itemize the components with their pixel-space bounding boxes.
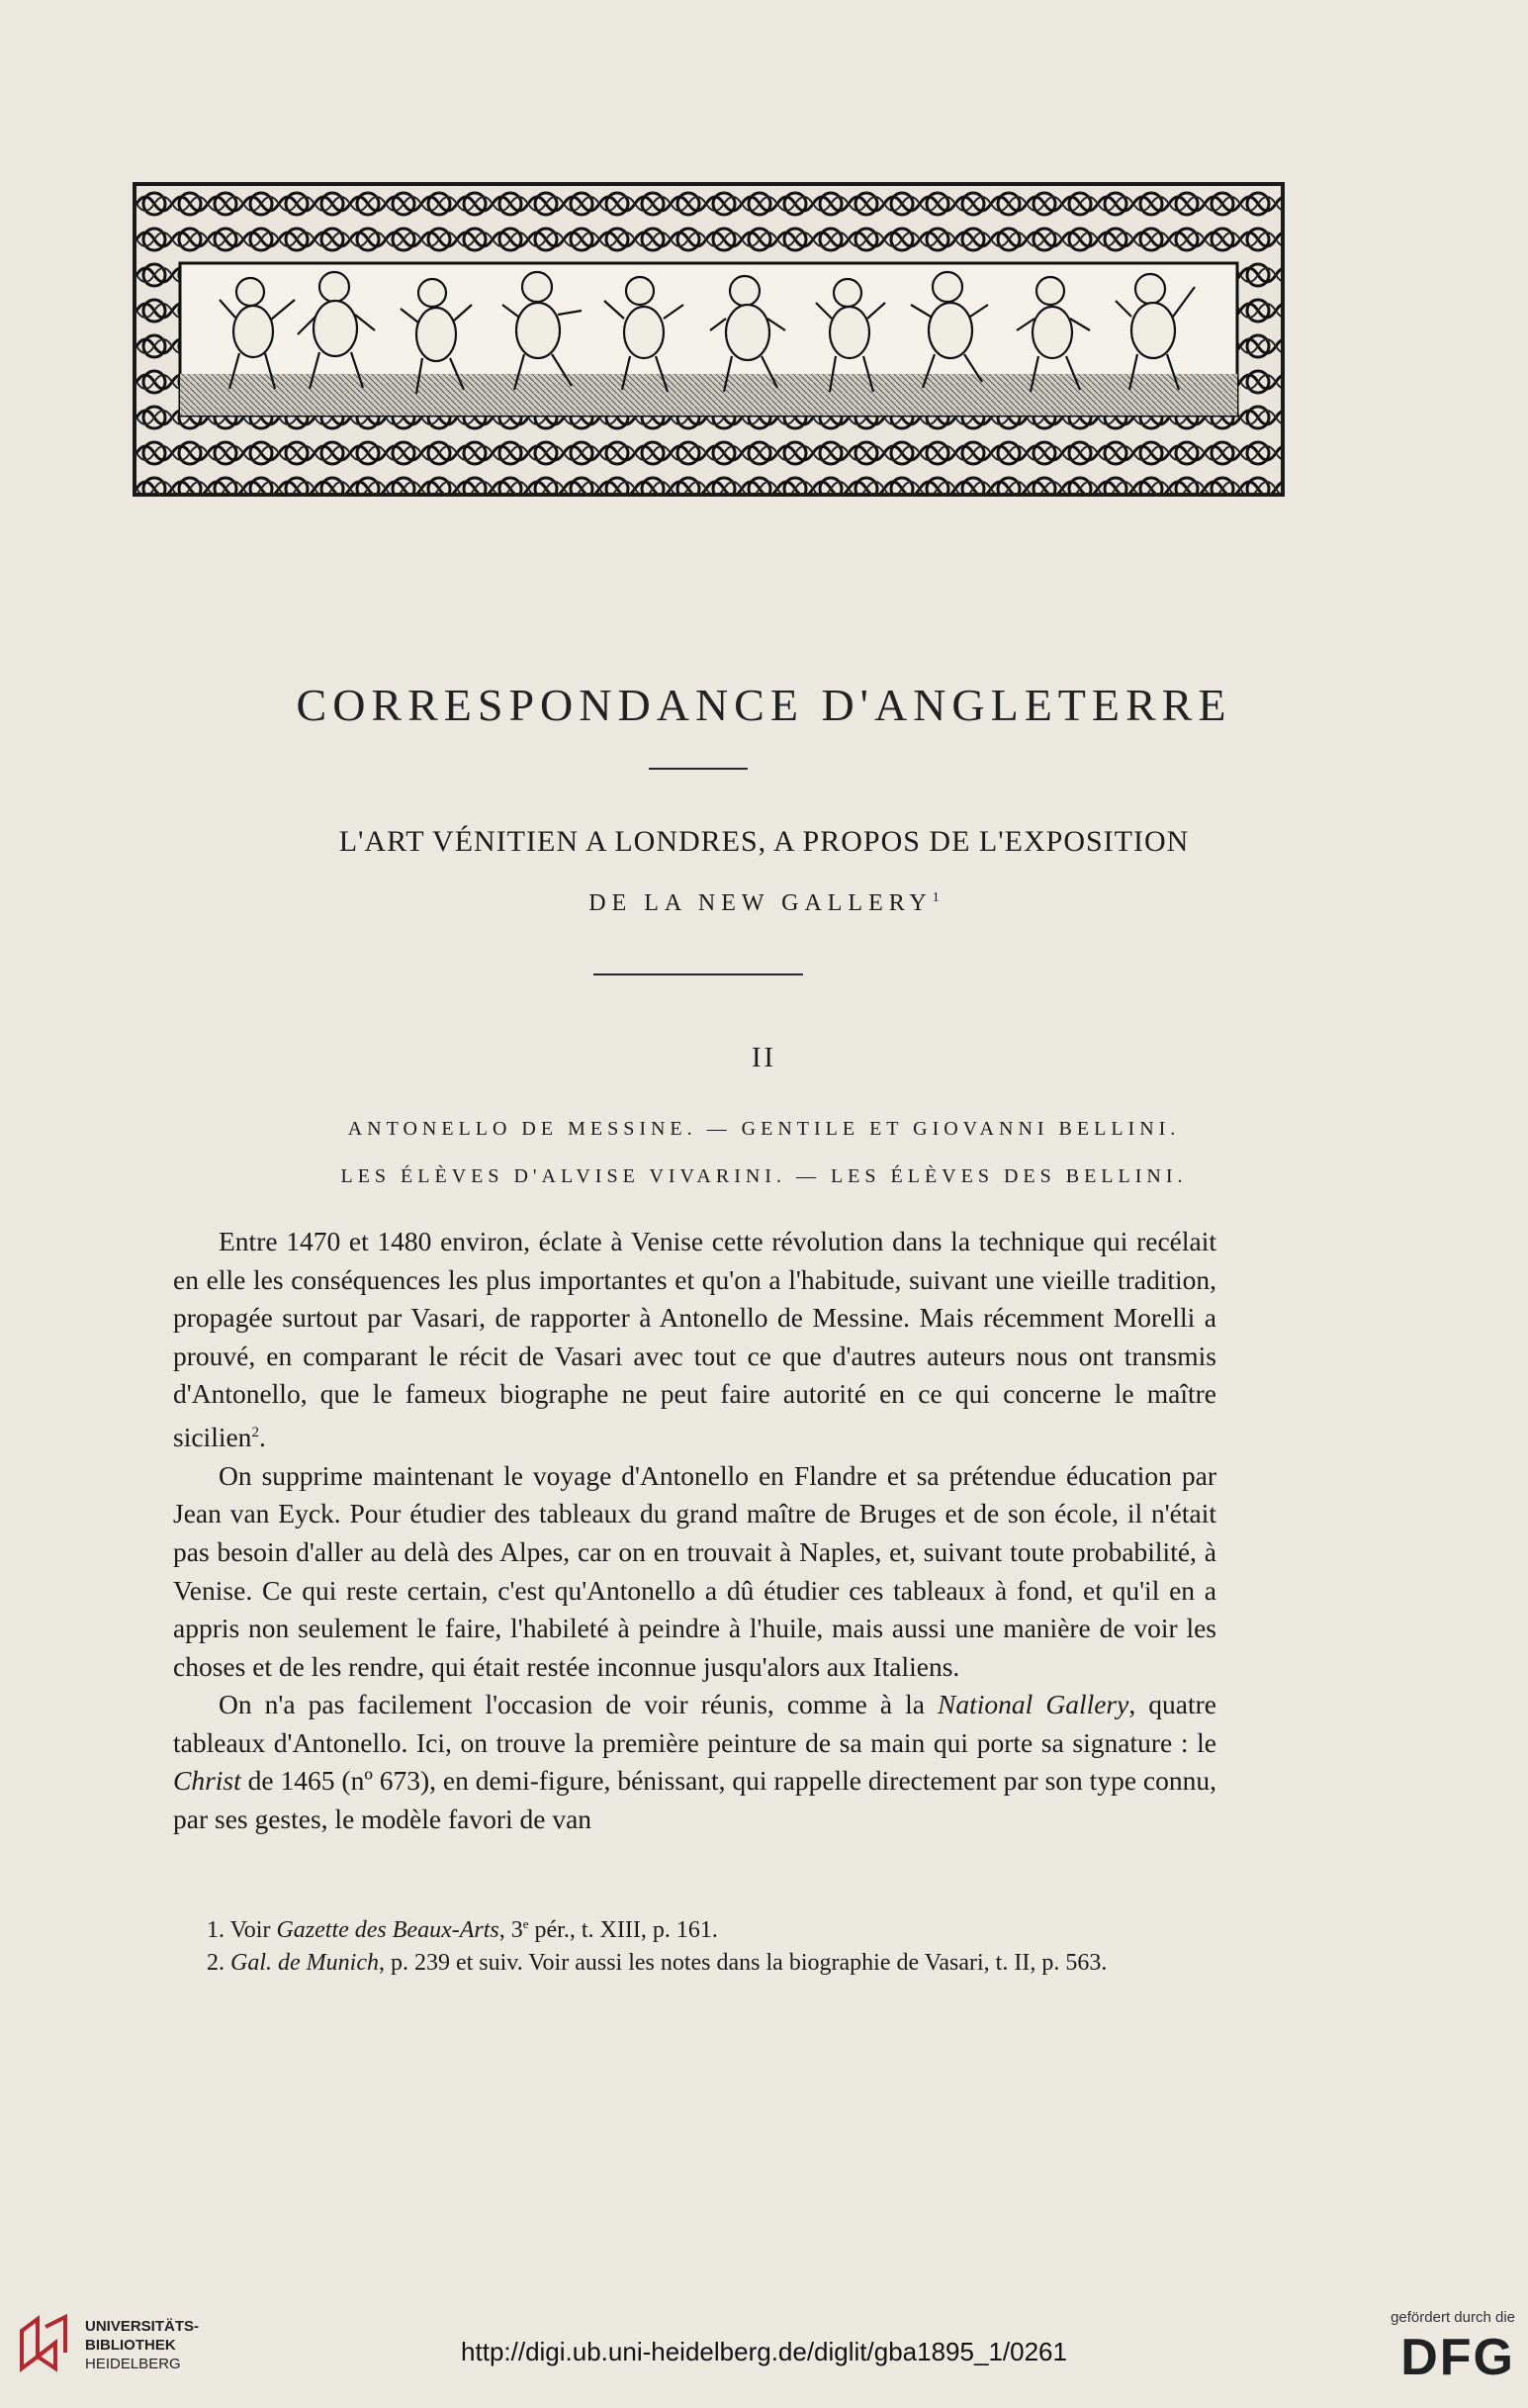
footnote-1-sup: e bbox=[522, 1916, 529, 1931]
section-summary-line2: LES ÉLÈVES D'ALVISE VIVARINI. — LES ÉLÈVES DES BELLINI. bbox=[340, 1165, 1188, 1187]
footnote-2-text-a: 2. bbox=[207, 1950, 230, 1976]
footnotes bbox=[173, 1907, 1216, 1980]
paragraph-1-end: . bbox=[258, 1422, 266, 1453]
paragraph-1-text: Entre 1470 et 1480 environ, éclate à Venise cette révolution dans la technique qui recélait en elle les conséquences les plus importantes et qu'on a l'habitude, suivant une vieille tradition, propagée surtout par Vasari, de rapporter à Antonello de Messine. Mais récemment Morelli a prouvé, en comparant le récit de Vasari avec tout ce que d'autres auteurs nous ont transmis d'Antonello, que le fameux biographe ne peut faire autorité en ce qui concerne le maître sicilien bbox=[173, 1226, 1216, 1453]
library-name-line1: UNIVERSITÄTS- bbox=[85, 2318, 200, 2335]
article-subtitle-line2-text: DE LA NEW GALLERY bbox=[588, 890, 933, 916]
article-subtitle: L'ART VÉNITIEN A LONDRES, A PROPOS DE L'EXPOSITION bbox=[338, 825, 1190, 858]
paragraph-3-text-c: de 1465 (nº 673), en demi-figure, bénissant, qui rappelle directement par son type connu, par ses gestes, le modèle favori de van bbox=[173, 1765, 1216, 1835]
paragraph-1 bbox=[173, 1223, 1216, 1457]
paragraph-3 bbox=[173, 1686, 1216, 1838]
section-summary-line1: ANTONELLO DE MESSINE. — GENTILE ET GIOVANNI BELLINI. bbox=[347, 1118, 1181, 1140]
sponsor-label: gefördert durch die bbox=[1391, 2309, 1515, 2326]
section-number: II bbox=[752, 1043, 776, 1073]
paragraph-3-text-b: , quatre tableaux d'Antonello. Ici, on trouve la première peinture de sa main qui porte sa signature : le bbox=[173, 1689, 1216, 1758]
footnote-1-text-b: , 3 bbox=[498, 1917, 523, 1943]
paragraph-3-italic-national-gallery: National Gallery bbox=[938, 1689, 1129, 1720]
decorative-headpiece-engraving bbox=[133, 182, 1285, 497]
source-url-link[interactable]: http://digi.ub.uni-heidelberg.de/diglit/gba1895_1/0261 bbox=[461, 2337, 1067, 2366]
subtitle-divider bbox=[593, 973, 803, 975]
headpiece-illustration bbox=[136, 186, 1281, 493]
footnote-2 bbox=[173, 1947, 1216, 1980]
footnote-1-text-a: 1. Voir bbox=[207, 1917, 277, 1943]
library-name-line3: HEIDELBERG bbox=[85, 2356, 181, 2372]
paragraph-3-text-a: On n'a pas facilement l'occasion de voir réunis, comme à la bbox=[219, 1689, 939, 1720]
library-name-line2: BIBLIOTHEK bbox=[85, 2337, 176, 2354]
dfg-logo: DFG bbox=[1400, 2329, 1515, 2386]
article-subtitle-line2 bbox=[0, 890, 1528, 917]
footnote-1-text-c: pér., t. XIII, p. 161. bbox=[528, 1917, 718, 1943]
footnote-ref-1: 1 bbox=[932, 890, 940, 905]
footnote-1 bbox=[173, 1907, 1216, 1947]
article-title: CORRESPONDANCE D'ANGLETERRE bbox=[296, 680, 1232, 730]
paragraph-3-italic-christ: Christ bbox=[173, 1765, 241, 1797]
sponsor-logo[interactable] bbox=[1357, 2309, 1515, 2387]
title-divider bbox=[649, 768, 748, 770]
paragraph-2: On supprime maintenant le voyage d'Antonello en Flandre et sa prétendue éducation par Jean van Eyck. Pour étudier des tableaux du grand maître de Bruges et de son école, il n'était pas besoin d'aller au delà des Alpes, car on en trouvait à Naples, et, suivant toute probabilité, à Venise. Ce qui reste certain, c'est qu'Antonello a dû étudier ces tableaux à fond, et qu'il en a appris non seulement le faire, l'habileté à peindre à l'huile, mais aussi une manière de voir les choses et de les rendre, qui était restée inconnue jusqu'alors aux Italiens. bbox=[173, 1459, 1216, 1682]
footnote-ref-2: 2 bbox=[251, 1424, 259, 1440]
article-body bbox=[173, 1223, 1216, 1839]
footnote-2-text-b: , p. 239 et suiv. Voir aussi les notes dans la biographie de Vasari, t. II, p. 563. bbox=[378, 1950, 1108, 1976]
footnote-2-italic: Gal. de Munich bbox=[230, 1950, 379, 1976]
footnote-1-italic: Gazette des Beaux-Arts bbox=[276, 1917, 499, 1943]
